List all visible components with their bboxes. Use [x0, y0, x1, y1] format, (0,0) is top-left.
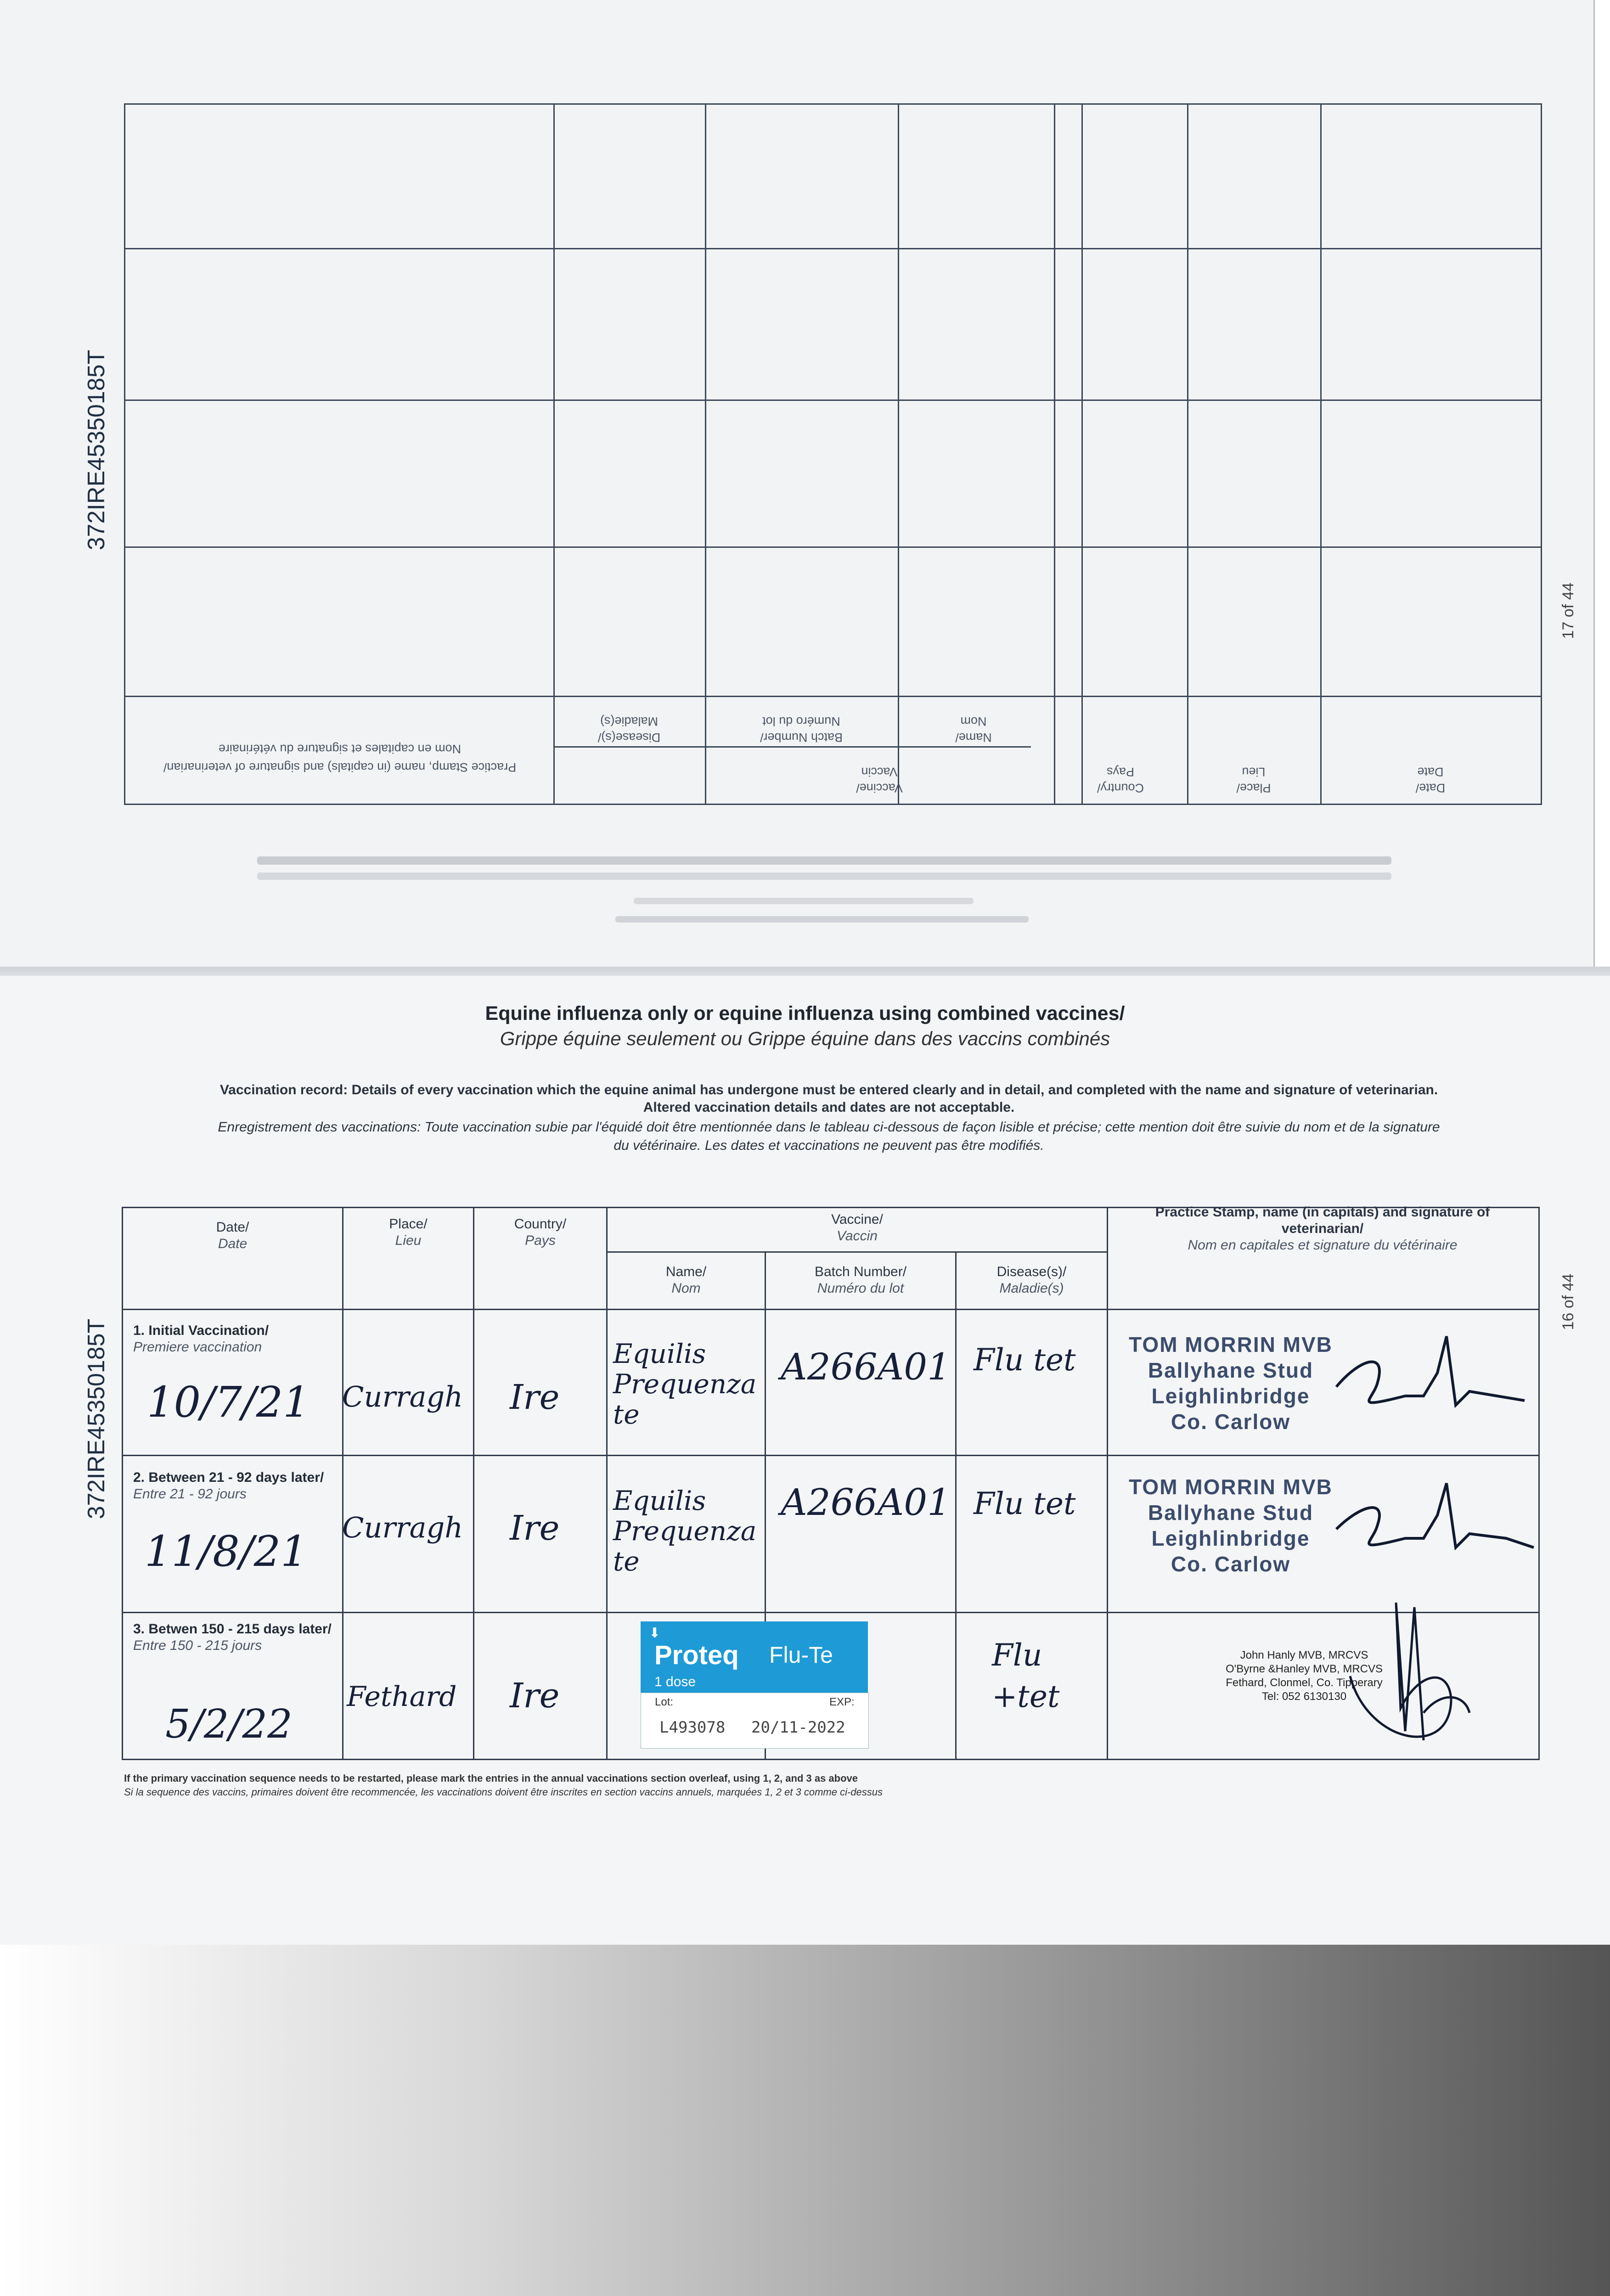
top-header-vaccine: Vaccine/ — [856, 781, 903, 795]
bottom-identifier: 372IRE45350185T — [83, 1318, 110, 1519]
page-title: Equine influenza only or equine influenza using combined vaccines/ — [485, 1002, 1125, 1024]
row1-signature — [1332, 1332, 1552, 1433]
row2-vet-stamp: TOM MORRIN MVB Ballyhane Stud Leighlinbridge Co. Carlow — [1129, 1475, 1333, 1576]
instructions-en: Vaccination record: Details of every vaccination which the equine animal has undergone must be entered clearly and in detail, and completed with the name and signature of veterinarian. — [220, 1082, 1438, 1097]
top-header-place: Place/ — [1236, 781, 1271, 795]
row3-signature — [1332, 1593, 1488, 1759]
top-header-country: Country/ — [1097, 781, 1144, 795]
header-practice-stamp: Practice Stamp, name (in capitals) and signature of veterinarian/ Nom en capitales et signature du vétérinaire — [1155, 1204, 1490, 1253]
row2-place: Curragh — [342, 1511, 463, 1544]
top-identifier: 372IRE45350185T — [83, 349, 110, 551]
instructions-fr-2: du vétérinaire. Les dates et vaccinations ne peuvent pas être modifiés. — [614, 1138, 1044, 1153]
row2-disease: Flu tet — [974, 1486, 1076, 1521]
row2-signature — [1332, 1474, 1557, 1575]
sticker-brand: Proteq — [654, 1640, 739, 1670]
vaccine-sticker-lot — [641, 1693, 869, 1749]
top-header-vaccine-fr: Vaccin — [861, 765, 898, 779]
sticker-lot-label: Lot: — [655, 1696, 674, 1708]
row3-disease: Flu +tet — [992, 1638, 1060, 1714]
top-header-place-fr: Lieu — [1242, 765, 1266, 779]
instructions-fr: Enregistrement des vaccinations: Toute vaccination subie par l'équidé doit être mentionnée dans le tableau ci-dessous de façon lisible et précise; cette mention doit être suivie du nom et de la signature — [218, 1120, 1440, 1135]
row-label-second: 2. Between 21 - 92 days later/ Entre 21 - 92 jours — [133, 1470, 324, 1502]
row2-vaccine-name: Equilis Prequenza te — [613, 1485, 757, 1577]
top-empty-table — [124, 103, 1081, 804]
top-header-disease: Disease(s)/ — [597, 731, 661, 744]
row1-country: Ire — [510, 1378, 560, 1417]
top-header-country-fr: Pays — [1106, 765, 1135, 779]
row3-date: 5/2/22 — [165, 1701, 293, 1747]
top-page-number: 17 of 44 — [1559, 582, 1577, 639]
top-header-disease-fr: Maladie(s) — [600, 715, 659, 728]
top-header-name-fr: Nom — [960, 715, 987, 728]
row-label-initial: 1. Initial Vaccination/ Premiere vaccination — [133, 1323, 269, 1355]
sticker-exp: 20/11-2022 — [751, 1718, 845, 1737]
row1-batch: A266A01 — [781, 1345, 951, 1388]
vaccine-sticker: ⬇ Proteq Flu-Te 1 dose — [641, 1621, 868, 1693]
sticker-lot: L493078 — [659, 1718, 726, 1737]
header-place: Place/ Lieu — [389, 1216, 428, 1248]
row3-country: Ire — [510, 1676, 560, 1716]
row1-disease: Flu tet — [974, 1342, 1076, 1378]
row1-vaccine-name: Equilis Prequenza te — [613, 1338, 757, 1430]
top-header-stamp: Practice Stamp, name (in capitals) and signature of veterinarian/ — [163, 760, 517, 774]
sticker-dose: 1 dose — [654, 1674, 696, 1689]
row1-date: 10/7/21 — [147, 1378, 310, 1427]
row2-country: Ire — [510, 1508, 560, 1548]
row1-place: Curragh — [342, 1380, 463, 1413]
row-label-third: 3. Betwen 150 - 215 days later/ Entre 150 - 215 jours — [133, 1621, 332, 1653]
footnote-fr: Si la sequence des vaccins, primaires doivent être recommencée, les vaccinations doivent être inscrites en section vaccins annuels, marquées 1, 2 et 3 comme ci-dessus — [124, 1786, 883, 1798]
row1-vet-stamp: TOM MORRIN MVB Ballyhane Stud Leighlinbridge Co. Carlow — [1129, 1333, 1333, 1434]
instructions-en-2: Altered vaccination details and dates are not acceptable. — [643, 1100, 1015, 1115]
row2-date: 11/8/21 — [145, 1527, 308, 1576]
top-header-date-fr: Date — [1417, 765, 1444, 779]
footnote-en: If the primary vaccination sequence needs to be restarted, please mark the entries in the annual vaccinations section overleaf, using 1, 2, and 3 as above — [124, 1773, 858, 1784]
top-header-stamp-fr: Nom en capitales et signature du vétérinaire — [218, 742, 462, 756]
top-header-batch-fr: Numéro du lot — [762, 715, 840, 728]
top-header-batch: Batch Number/ — [760, 731, 843, 744]
header-vaccine-name: Name/ Nom — [665, 1264, 707, 1296]
header-vaccine: Vaccine/ Vaccin — [831, 1212, 883, 1244]
top-page — [0, 0, 1595, 976]
row3-place: Fethard — [347, 1681, 457, 1713]
header-disease: Disease(s)/ Maladie(s) — [996, 1264, 1067, 1296]
top-header-name: Name/ — [955, 731, 992, 744]
sticker-product: Flu-Te — [769, 1642, 833, 1668]
top-header-date: Date/ — [1415, 781, 1446, 795]
sticker-exp-label: EXP: — [829, 1696, 855, 1708]
header-batch-number: Batch Number/ Numéro du lot — [814, 1264, 907, 1296]
row2-batch: A266A01 — [781, 1481, 951, 1524]
header-country: Country/ Pays — [514, 1216, 567, 1248]
bottom-page-number: 16 of 44 — [1559, 1273, 1577, 1330]
page-subtitle: Grippe équine seulement ou Grippe équine dans des vaccins combinés — [500, 1028, 1110, 1049]
header-date: Date/ Date — [216, 1220, 249, 1251]
scan-background — [0, 1945, 1610, 2296]
row3-vet-stamp: John Hanly MVB, MRCVS O'Byrne &Hanley MVB, MRCVS Fethard, Clonmel, Co. Tipperary Tel: 052 6130130 — [1225, 1649, 1383, 1703]
